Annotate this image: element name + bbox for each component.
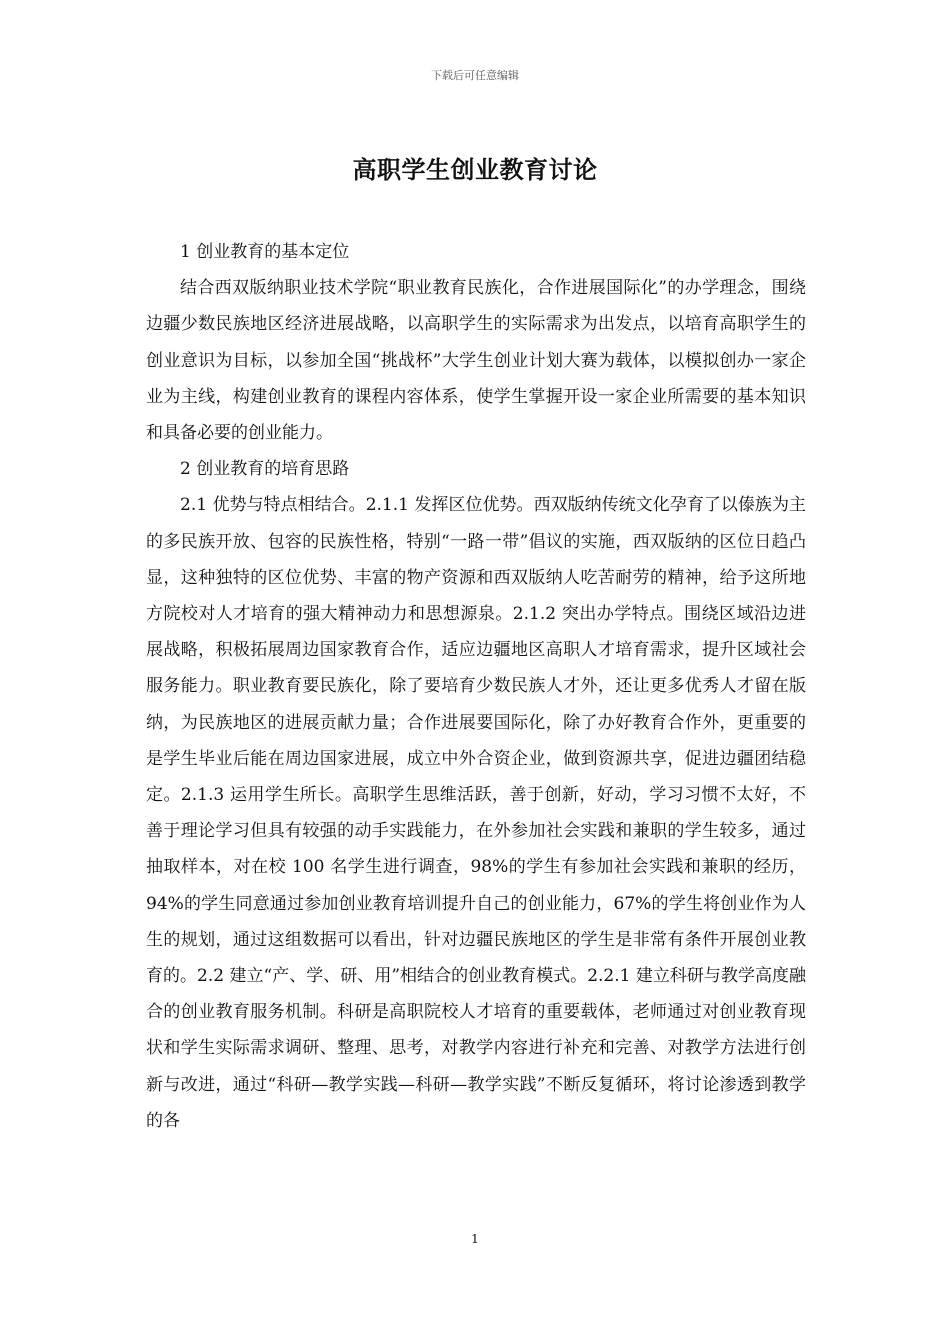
section-heading-1: 1 创业教育的基本定位 bbox=[180, 242, 350, 262]
paragraph-training-ideas: 2.1 优势与特点相结合。2.1.1 发挥区位优势。西双版纳传统文化孕育了以傣族为主的多民族开放、包容的民族性格，特别“一路一带”倡议的实施，西双版纳的区位日趋凸显，这种独特的区位优势、丰富的物产资源和西双版纳人吃苦耐劳的精神，给予这所地方院校对人才培育的强大精神动力和思想源泉。2.1.2 突出办学特点。围绕区域沿边进展战略，积极拓展周边国家教育合作，适应边疆地区高职人才培育需求，提升区域社会服务能力。职业教育要民族化，除了要培育少数民族人才外，还让更多优秀人才留在版纳，为民族地区的进展贡献力量；合作进展要国际化，除了办好教育合作外，更重要的是学生毕业后能在周边国家进展，成立中外合资企业，做到资源共享，促进边疆团结稳定。2.1.3 运用学生所长。高职学生思维活跃，善于创新，好动，学习习惯不太好，不善于理论学习但具有较强的动手实践能力，在外参加社会实践和兼职的学生较多，通过抽取样本，对在校 100 名学生进行调查，98%的学生有参加社会实践和兼职的经历，94%的学生同意通过参加创业教育培训提升自己的创业能力，67%的学生将创业作为人生的规划，通过这组数据可以看出，针对边疆民族地区的学生是非常有条件开展创业教育的。2.2 建立“产、学、研、用”相结合的创业教育模式。2.2.1 建立科研与教学高度融合的创业教育服务机制。科研是高职院校人才培育的重要载体，老师通过对创业教育现状和学生实际需求调研、整理、思考，对教学内容进行补充和完善、对教学方法进行创新与改进，通过“科研—教学实践—科研—教学实践”不断反复循环，将讨论渗透到教学的各 bbox=[146, 495, 806, 1131]
header-note: 下载后可任意编辑 bbox=[431, 69, 519, 82]
paragraph-positioning: 结合西双版纳职业技术学院“职业教育民族化，合作进展国际化”的办学理念，围绕边疆少数民族地区经济进展战略，以高职学生的实际需求为出发点，以培育高职学生的创业意识为目标，以参加全国“挑战杯”大学生创业计划大赛为载体，以模拟创办一家企业为主线，构建创业教育的课程内容体系，使学生掌握开设一家企业所需要的基本知识和具备必要的创业能力。 bbox=[146, 278, 806, 444]
document-title: 高职学生创业教育讨论 bbox=[352, 156, 598, 184]
section-heading-2: 2 创业教育的培育思路 bbox=[180, 459, 350, 480]
page-number: 1 bbox=[471, 1232, 479, 1246]
document-body bbox=[146, 234, 806, 1139]
